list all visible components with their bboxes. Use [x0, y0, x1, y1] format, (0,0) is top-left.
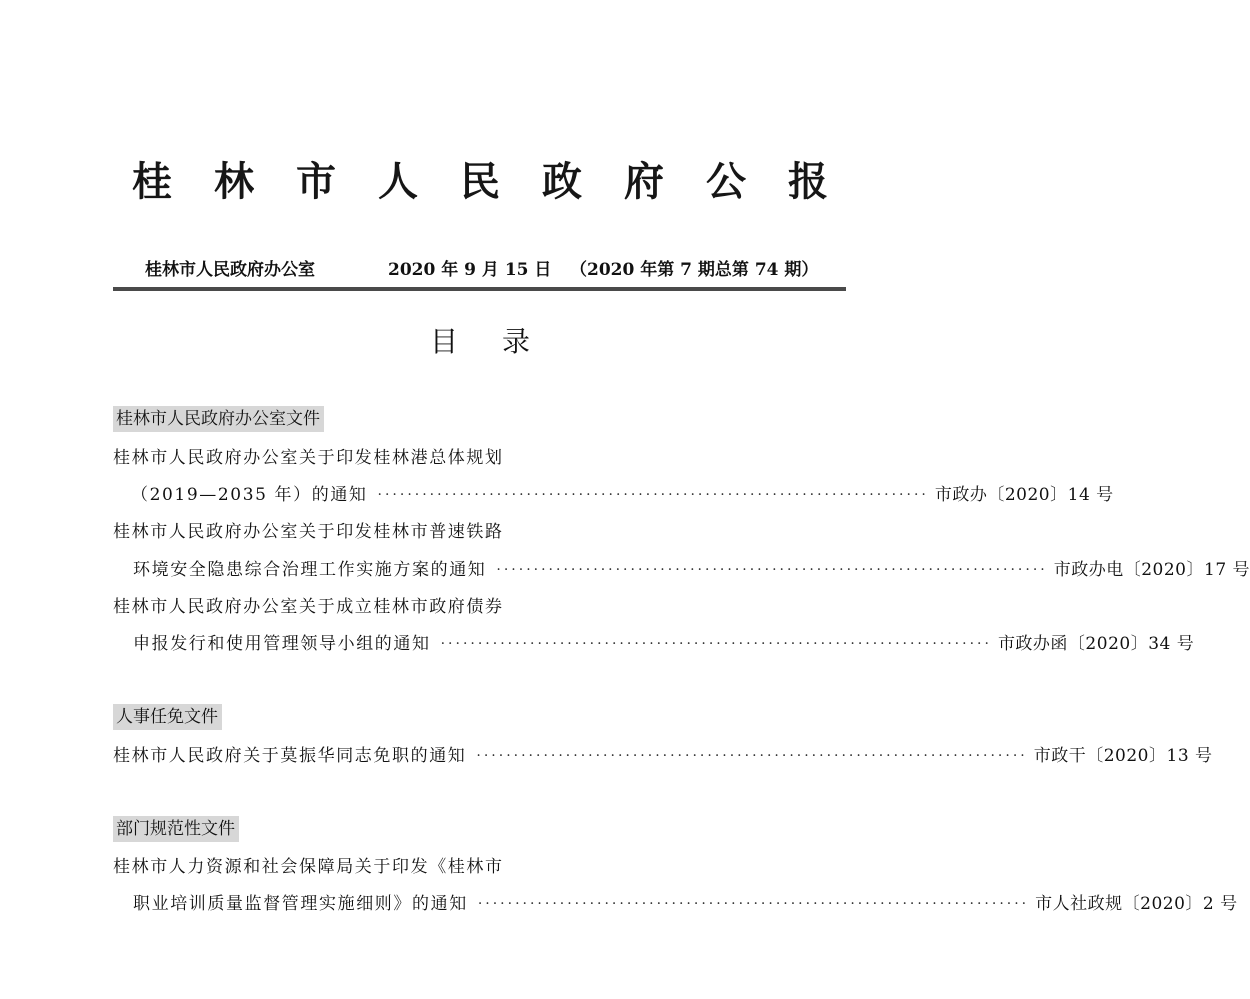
toc-entry-text: 桂林市人民政府关于莫振华同志免职的通知 — [113, 746, 467, 766]
section-heading-office-documents: 桂林市人民政府办公室文件 — [113, 406, 324, 432]
leader-dots: ·········································································· — [377, 487, 929, 503]
gazette-title: 桂林市人民政府公报 — [132, 159, 870, 205]
document-number: 市政办函〔2020〕34 号 — [997, 634, 1195, 654]
document-number: 市人社政规〔2020〕2 号 — [1035, 894, 1238, 914]
toc-entry-row[interactable] — [133, 555, 1250, 585]
document-number: 市政干〔2020〕13 号 — [1033, 746, 1213, 766]
masthead — [0, 255, 960, 285]
toc-title: 目录 — [429, 325, 574, 358]
toc-entry-text: 申报发行和使用管理领导小组的通知 — [133, 634, 431, 654]
toc-entry-line[interactable]: 桂林市人力资源和社会保障局关于印发《桂林市 — [113, 857, 504, 877]
toc-entry-row[interactable] — [133, 889, 1238, 919]
issuing-office: 桂林市人民政府办公室 — [145, 260, 315, 280]
toc-entry-line[interactable]: 桂林市人民政府办公室关于印发桂林港总体规划 — [113, 448, 504, 468]
issue-date: 2020 年 9 月 15 日 — [388, 260, 552, 280]
toc-entry-row[interactable] — [133, 629, 1195, 659]
document-number: 市政办电〔2020〕17 号 — [1053, 560, 1250, 580]
toc-entry-line[interactable]: 桂林市人民政府办公室关于印发桂林市普速铁路 — [113, 522, 504, 542]
document-number: 市政办〔2020〕14 号 — [934, 485, 1114, 505]
toc-entry-text: 环境安全隐患综合治理工作实施方案的通知 — [133, 560, 487, 580]
toc-entry-line[interactable]: 桂林市人民政府办公室关于成立桂林市政府债券 — [113, 597, 504, 617]
section-heading-personnel-appointments: 人事任免文件 — [113, 704, 222, 730]
leader-dots: ·········································································· — [476, 748, 1028, 764]
masthead-rule — [113, 287, 846, 291]
leader-dots: ·········································································· — [440, 636, 992, 652]
toc-entry-text: 职业培训质量监督管理实施细则》的通知 — [133, 894, 468, 914]
leader-dots: ·········································································· — [496, 562, 1048, 578]
section-heading-department-regulations: 部门规范性文件 — [113, 816, 239, 842]
leader-dots: ·········································································· — [477, 896, 1030, 912]
toc-entry-row[interactable] — [113, 741, 1213, 771]
toc-entry-text: （2019—2035 年）的通知 — [131, 485, 368, 505]
toc-entry-row[interactable] — [131, 480, 1114, 510]
issue-number: （2020 年第 7 期总第 74 期） — [570, 260, 819, 280]
